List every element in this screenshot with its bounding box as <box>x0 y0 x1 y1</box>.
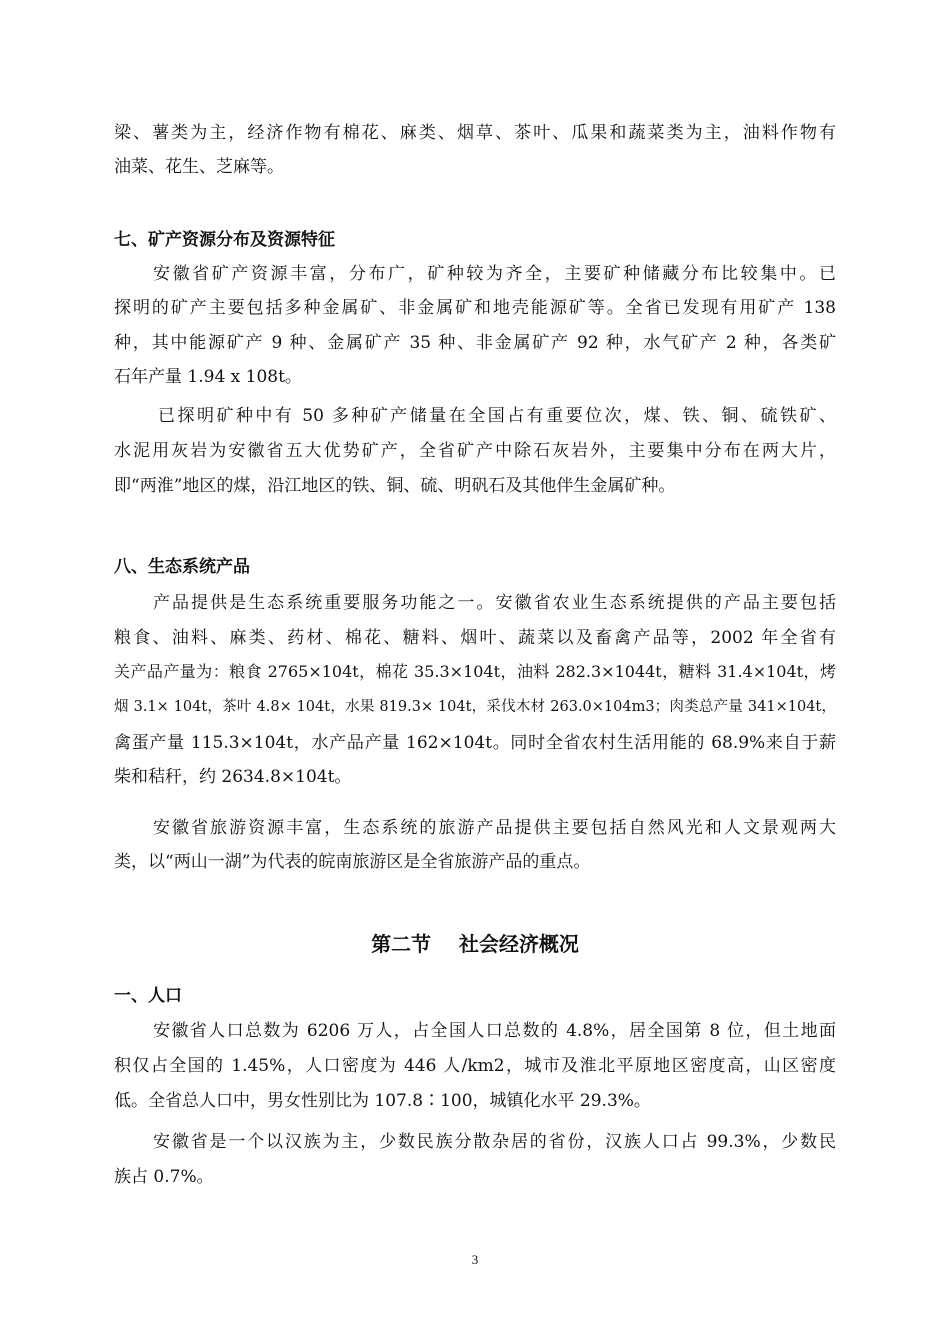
body-text-line: 柴和秸秆，约 2634.8×104t。 <box>114 767 352 787</box>
body-text-line: 安徽省人口总数为 6206 万人，占全国人口总数的 4.8%，居全国第 8 位，但土地面 <box>153 1021 836 1041</box>
page-number: 3 <box>471 1252 479 1267</box>
body-text-line: 种，其中能源矿产 9 种、金属矿产 35 种、非金属矿产 92 种，水气矿产 2 种，各类矿 <box>114 333 836 353</box>
section-heading-ecosystem: 八、生态系统产品 <box>114 557 250 577</box>
body-text-line: 类，以“两山一湖”为代表的皖南旅游区是全省旅游产品的重点。 <box>114 852 591 872</box>
body-text-line: 石年产量 1.94 x 108t。 <box>114 367 302 387</box>
body-text-line: 粮食、油料、麻类、药材、棉花、糖料、烟叶、蔬菜以及畜禽产品等，2002 年全省有 <box>114 628 836 648</box>
body-text-line: 即“两淮”地区的煤，沿江地区的铁、铜、硫、明矾石及其他伴生金属矿种。 <box>114 476 676 496</box>
body-text-line: 油菜、花生、芝麻等。 <box>114 157 284 177</box>
chapter-section-title: 第二节 社会经济概况 <box>371 932 579 956</box>
body-text-line: 产品提供是生态系统重要服务功能之一。安徽省农业生态系统提供的产品主要包括 <box>153 593 836 613</box>
body-text-line: 低。全省总人口中，男女性别比为 107.8∶100，城镇化水平 29.3%。 <box>114 1091 651 1111</box>
body-text-line: 已探明矿种中有 50 多种矿产储量在全国占有重要位次，煤、铁、铜、硫铁矿、 <box>158 406 836 426</box>
body-text-line: 禽蛋产量 115.3×104t，水产品产量 162×104t。同时全省农村生活用能的 68.9%来自于薪 <box>114 733 836 753</box>
body-text-line: 安徽省旅游资源丰富，生态系统的旅游产品提供主要包括自然风光和人文景观两大 <box>153 818 836 838</box>
body-text-line: 关产品产量为：粮食 2765×104t，棉花 35.3×104t，油料 282.3×1044t，糖料 31.4×104t，烤 <box>114 662 836 681</box>
body-text-line: 族占 0.7%。 <box>114 1167 214 1187</box>
section-heading-population: 一、人口 <box>114 986 182 1006</box>
body-text-line: 安徽省是一个以汉族为主，少数民族分散杂居的省份，汉族人口占 99.3%，少数民 <box>153 1132 836 1152</box>
section-heading-minerals: 七、矿产资源分布及资源特征 <box>114 230 335 250</box>
body-text-line: 烟 3.1× 104t，茶叶 4.8× 104t，水果 819.3× 104t，采伐木材 263.0×104m3；肉类总产量 341×104t， <box>114 699 836 715</box>
body-text-line: 安徽省矿产资源丰富，分布广，矿种较为齐全，主要矿种储藏分布比较集中。已 <box>153 264 836 284</box>
body-text-line: 梁、薯类为主，经济作物有棉花、麻类、烟草、茶叶、瓜果和蔬菜类为主，油料作物有 <box>114 123 836 143</box>
body-text-line: 探明的矿产主要包括多种金属矿、非金属矿和地壳能源矿等。全省已发现有用矿产 138 <box>114 298 836 318</box>
body-text-line: 水泥用灰岩为安徽省五大优势矿产，全省矿产中除石灰岩外，主要集中分布在两大片， <box>114 441 836 461</box>
body-text-line: 积仅占全国的 1.45%，人口密度为 446 人/km2，城市及淮北平原地区密度高，山区密度 <box>114 1056 836 1076</box>
